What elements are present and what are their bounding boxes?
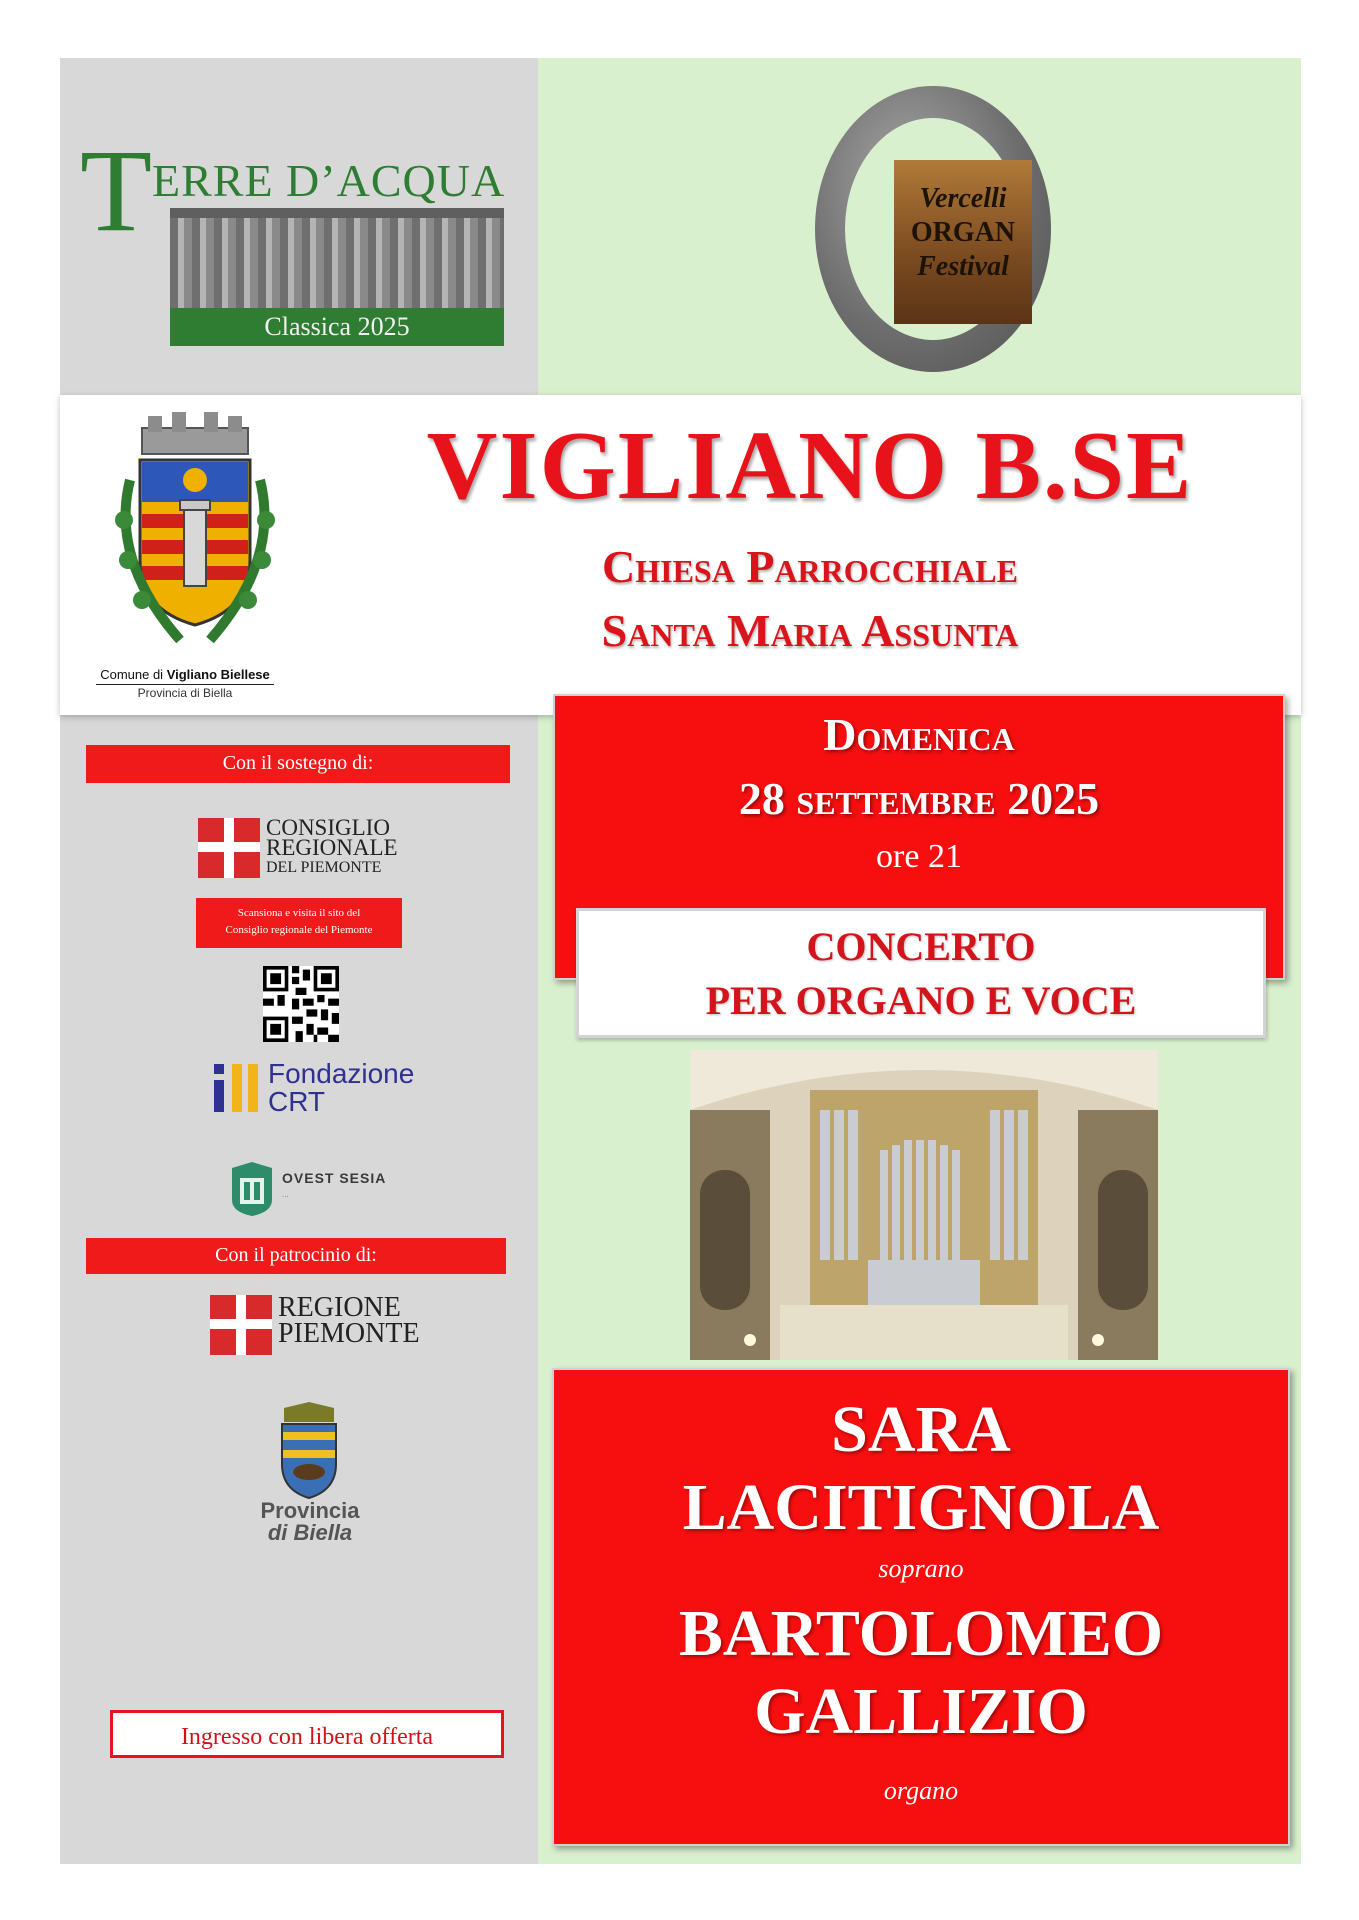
- concert-box: [576, 908, 1266, 1038]
- regione-line-1: REGIONE: [278, 1292, 401, 1323]
- concert-line-2: PER ORGANO E VOCE: [705, 978, 1137, 1023]
- scan-line-2: Consiglio regionale del Piemonte: [225, 924, 373, 936]
- consiglio-regionale-logo: [198, 815, 408, 878]
- support-label: Con il sostegno di:: [86, 745, 510, 783]
- fondazione-bar-yellow-2-icon: [248, 1064, 258, 1112]
- organ-photo: [690, 1050, 1158, 1360]
- fondazione-crt-logo: [210, 1058, 420, 1118]
- consiglio-line-1: CONSIGLIO: [266, 815, 390, 840]
- provincia-biella-crest-icon: [274, 1402, 344, 1500]
- ovest-sesia-name: OVEST SESIA: [282, 1170, 387, 1186]
- provincia-line-2: di Biella: [267, 1520, 353, 1545]
- piemonte-cross-icon: [198, 818, 260, 878]
- terre-acqua-band: Classica 2025: [170, 308, 504, 346]
- singer-last-name: LACITIGNOLA: [682, 1471, 1160, 1544]
- scan-instructions: [196, 898, 402, 948]
- organist-last-name: GALLIZIO: [754, 1675, 1088, 1748]
- fondazione-line-2: CRT: [268, 1086, 326, 1117]
- ovest-sesia-icon: [228, 1160, 276, 1216]
- festival-line-1: Vercelli: [919, 183, 1007, 214]
- fondazione-line-1: Fondazione: [268, 1058, 415, 1089]
- event-day: Domenica: [823, 709, 1015, 760]
- terre-acqua-initial: T: [80, 125, 153, 256]
- entry-note: Ingresso con libera offerta: [110, 1710, 504, 1758]
- provincia-biella-text: [240, 1500, 380, 1544]
- event-date: 28 settembre 2025: [738, 773, 1100, 824]
- ovest-sesia-tagline: ...: [282, 1190, 289, 1199]
- terre-acqua-title: ERRE D’ACQUA: [152, 155, 506, 206]
- consiglio-line-3: DEL PIEMONTE: [266, 859, 382, 876]
- consiglio-line-2: REGIONALE: [266, 835, 398, 860]
- festival-line-3: Festival: [917, 251, 1009, 282]
- provincia-line-1: Provincia: [260, 1498, 360, 1523]
- qr-code-icon[interactable]: [263, 966, 339, 1042]
- organist-first-name: BARTOLOMEO: [678, 1597, 1164, 1670]
- performers-box: [552, 1368, 1290, 1846]
- organist-role: organo: [883, 1776, 959, 1805]
- church-line-1: Chiesa Parrocchiale: [602, 541, 1018, 592]
- church-line-2: Santa Maria Assunta: [601, 605, 1019, 656]
- festival-line-2: ORGAN: [910, 217, 1016, 248]
- regione-piemonte-logo: [210, 1292, 420, 1355]
- patronage-label: Con il patrocinio di:: [86, 1238, 506, 1274]
- fondazione-dot-icon: [214, 1064, 224, 1074]
- ovest-sesia-logo: [228, 1160, 398, 1218]
- town-title: VIGLIANO B.SE: [426, 412, 1194, 520]
- singer-role: soprano: [878, 1554, 964, 1583]
- singer-first-name: SARA: [831, 1393, 1011, 1466]
- event-time: ore 21: [876, 838, 962, 875]
- fondazione-bar-yellow-icon: [232, 1064, 242, 1112]
- scan-line-1: Scansiona e visita il sito del: [237, 907, 361, 919]
- terre-acqua-building-photo: [170, 208, 504, 318]
- comune-name: [80, 667, 290, 685]
- comune-town: Vigliano Biellese: [166, 667, 270, 682]
- comune-crest-icon: [90, 410, 300, 660]
- comune-prefix: Comune di: [100, 667, 167, 682]
- regione-cross-icon: [210, 1295, 272, 1355]
- comune-province: Provincia di Biella: [137, 686, 233, 700]
- concert-line-1: CONCERTO: [806, 924, 1036, 969]
- organ-festival-logo: [894, 160, 1032, 324]
- regione-line-2: PIEMONTE: [278, 1318, 420, 1349]
- fondazione-bar-icon: [214, 1080, 224, 1112]
